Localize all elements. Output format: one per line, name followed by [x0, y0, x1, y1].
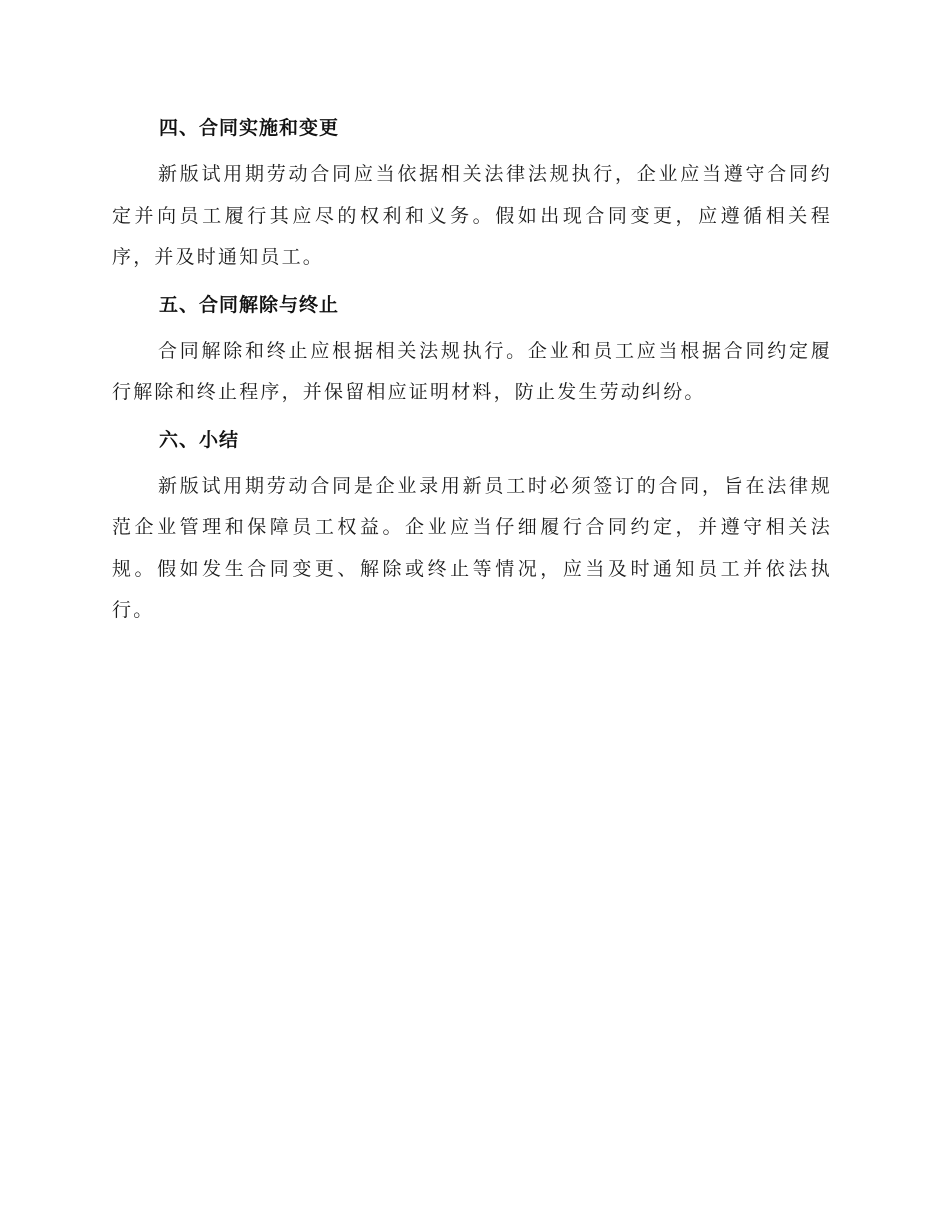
section-heading-implementation: 四、合同实施和变更	[159, 117, 340, 139]
section-paragraph-summary: 新版试用期劳动合同是企业录用新员工时必须签订的合同，旨在法律规范企业管理和保障员工权益。企业应当仔细履行合同约定，并遵守相关法规。假如发生合同变更、解除或终止等情况，应当及时通知员工并依法执行。	[112, 474, 832, 621]
section-paragraph-implementation: 新版试用期劳动合同应当依据相关法律法规执行，企业应当遵守合同约定并向员工履行其应尽的权利和义务。假如出现合同变更，应遵循相关程序，并及时通知员工。	[112, 163, 832, 268]
section-paragraph-termination: 合同解除和终止应根据相关法规执行。企业和员工应当根据合同约定履行解除和终止程序，并保留相应证明材料，防止发生劳动纠纷。	[112, 339, 832, 403]
document-body	[112, 108, 832, 632]
section-heading-termination: 五、合同解除与终止	[159, 293, 340, 316]
section-heading-summary: 六、小结	[159, 428, 240, 451]
